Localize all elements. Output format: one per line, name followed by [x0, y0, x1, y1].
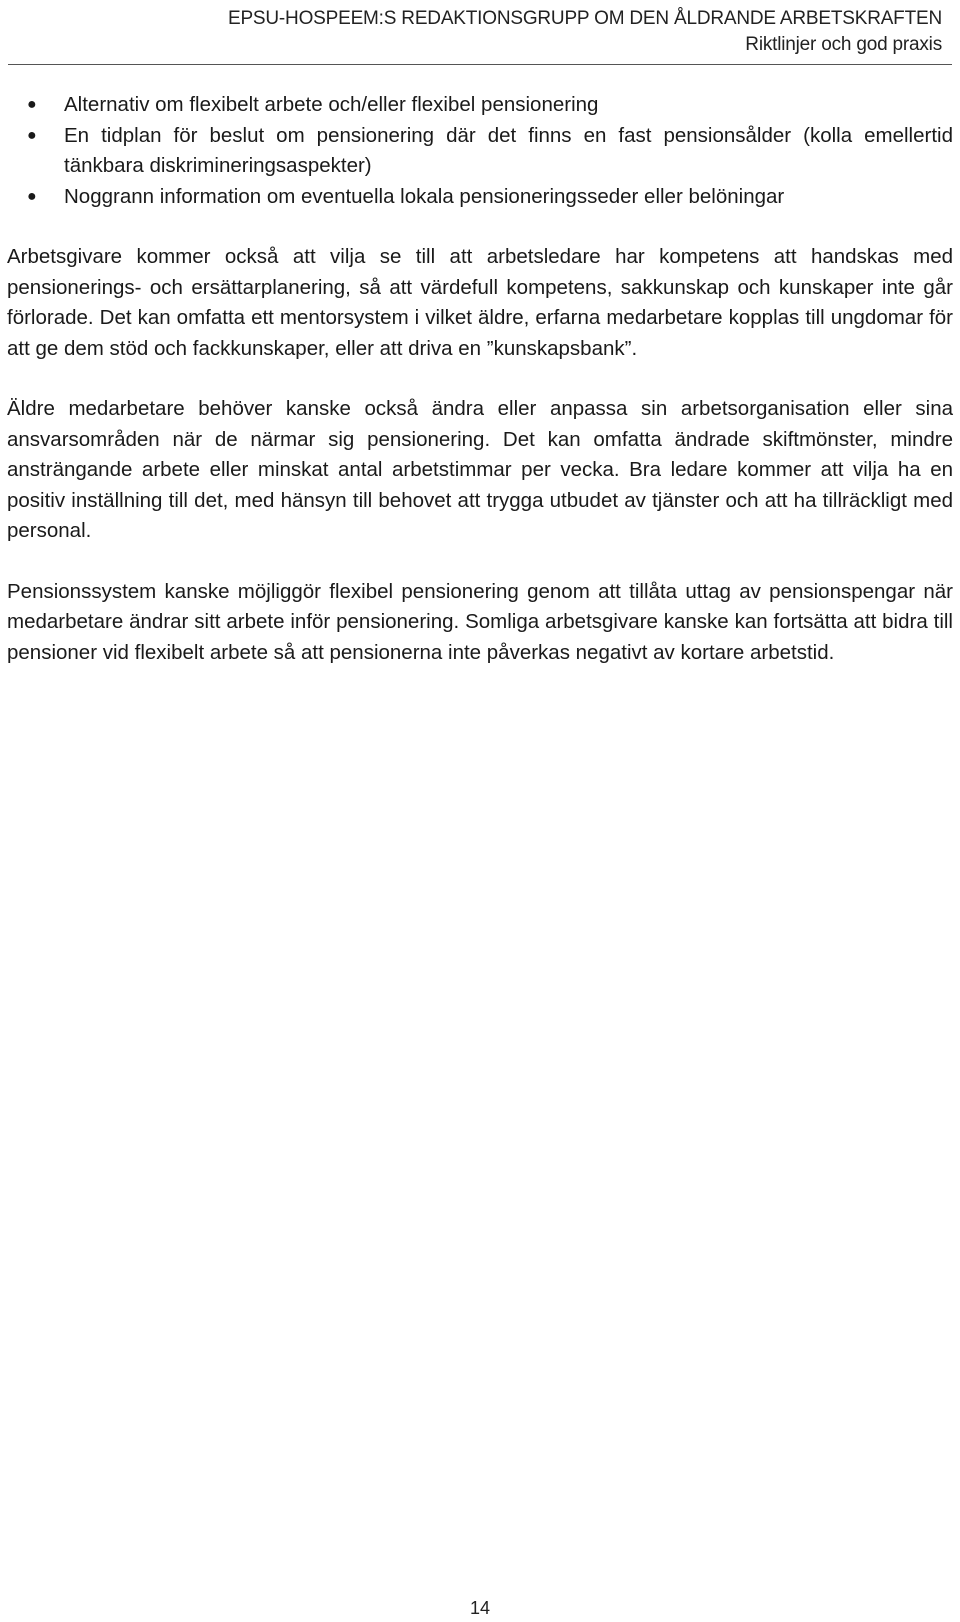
page-header [228, 6, 942, 58]
paragraph-supervisors: Arbetsgivare kommer också att vilja se till att arbetsledare har kompetens att handskas med pensionerings- och ersättarplanering, så att värdefull kompetens, sakkunskap och kunskaper inte går förlorade. Det kan omfatta ett mentorsystem i vilket äldre, erfarna medarbetare kopplas till ungdomar för att ge dem stöd och fackkunskaper, eller att driva en ”kunskapsbank”. [7, 245, 953, 360]
bullet-dot-icon: ● [27, 96, 37, 113]
page-number: 14 [469, 1598, 491, 1618]
list-item [7, 121, 953, 182]
spacer [7, 212, 953, 242]
bullet-list [7, 90, 953, 212]
list-item-text: Noggrann information om eventuella lokala pensioneringsseder eller belöningar [64, 184, 785, 208]
paragraph-older-staff: Äldre medarbetare behöver kanske också ändra eller anpassa sin arbetsorganisation eller sina ansvarsområden när de närmar sig pensionering. Det kan omfatta ändrade skiftmönster, mindre ansträngande arbete eller minskat antal arbetstimmar per vecka. Bra ledare kommer att vilja ha en positiv inställning till det, med hänsyn till behovet att trygga utbudet av tjänster och att ha tillräckligt med personal. [7, 397, 953, 542]
list-item-text: En tidplan för beslut om pensionering där det finns en fast pensionsålder (kolla emellertid tänkbara diskrimineringsaspekter) [64, 123, 953, 177]
bullet-dot-icon: ● [27, 126, 37, 144]
bullet-dot-icon: ● [27, 187, 37, 205]
list-item [7, 90, 953, 121]
document-body [7, 90, 953, 668]
header-subtitle: Riktlinjer och god praxis [745, 34, 942, 55]
header-title: EPSU-HOSPEEM:S REDAKTIONSGRUPP OM DEN ÅLDRANDE ARBETSKRAFTEN [227, 8, 942, 29]
spacer [7, 364, 953, 394]
paragraph-pension-systems: Pensionssystem kanske möjliggör flexibel pensionering genom att tillåta uttag av pensionspengar när medarbetare ändrar sitt arbete inför pensionering. Somliga arbetsgivare kanske kan fortsätta att bidra till pensioner vid flexibelt arbete så att pensionerna inte påverkas negativt av kortare arbetstid. [7, 579, 953, 664]
list-item-text: Alternativ om flexibelt arbete och/eller flexibel pensionering [64, 93, 599, 116]
header-divider [8, 64, 952, 65]
list-item [7, 182, 953, 213]
spacer [7, 547, 953, 577]
